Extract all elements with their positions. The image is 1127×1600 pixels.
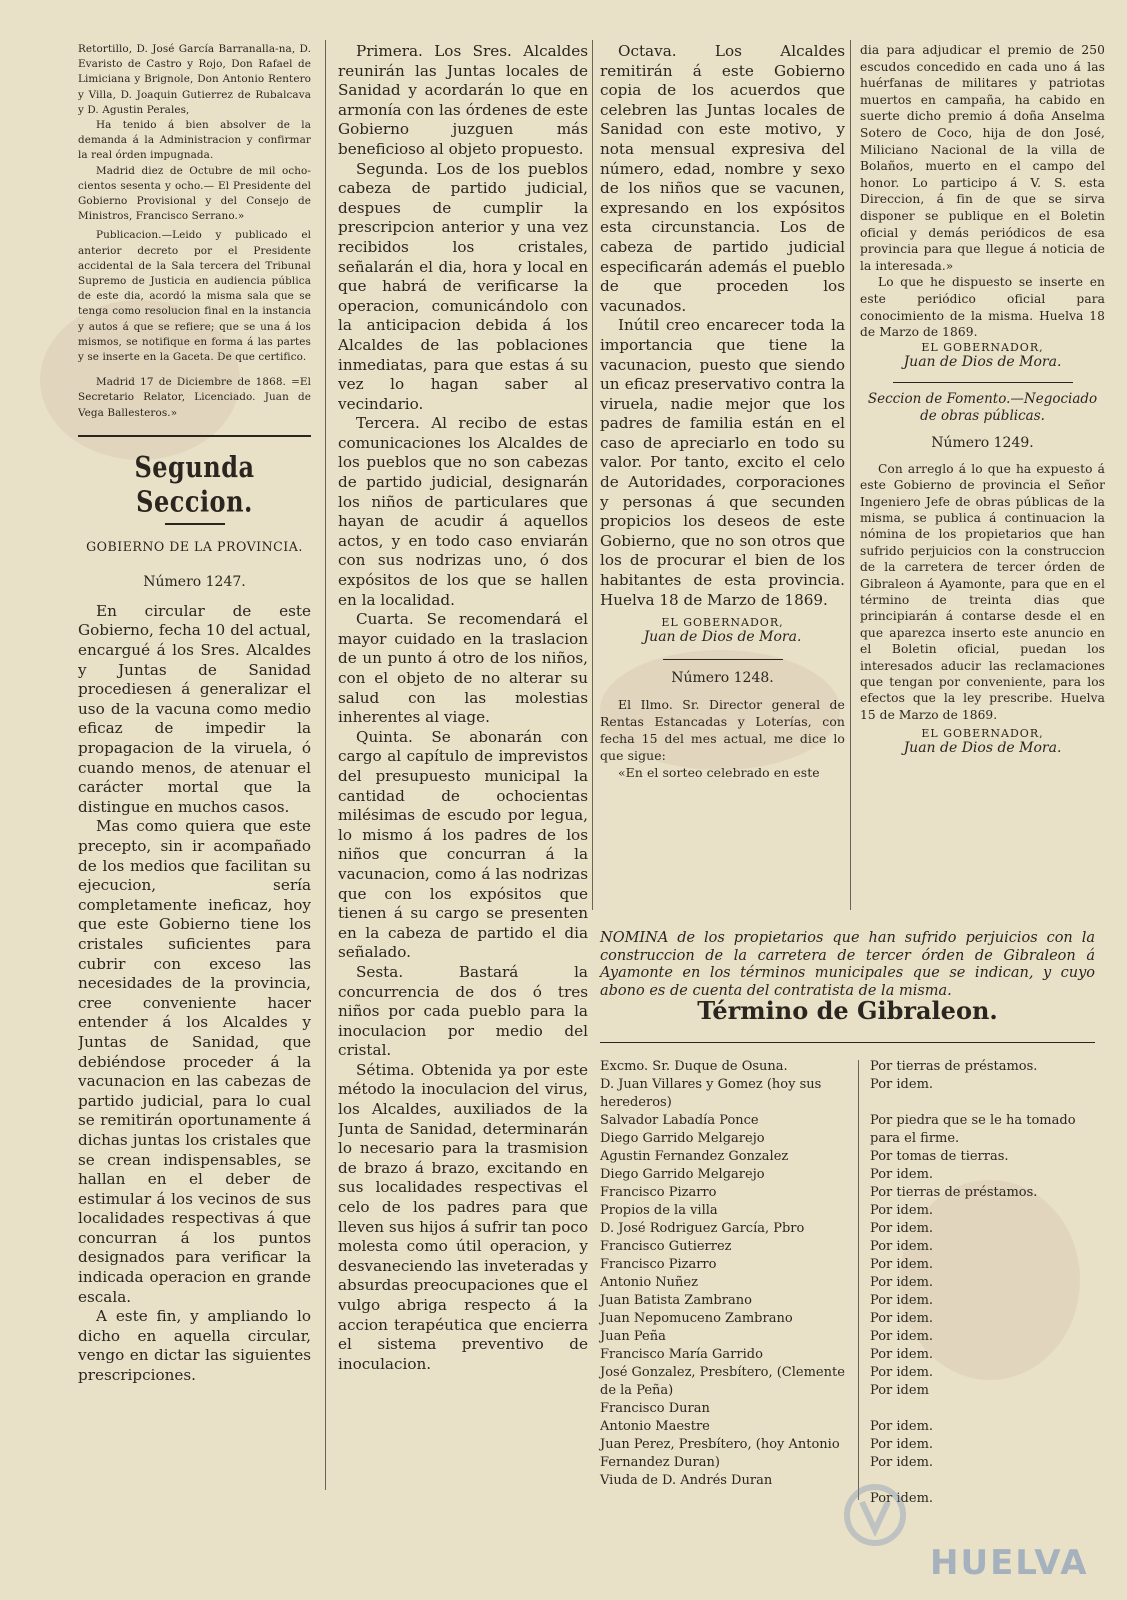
- lottery-start: «En el sorteo celebrado en este: [618, 765, 820, 781]
- governor-title: EL GOBERNADOR,: [661, 616, 784, 630]
- circular-body-3: A este fin, y ampliando lo dicho en aquella circular, vengo en dictar las siguientes prescripciones.: [78, 1307, 311, 1385]
- reason-text: Por idem.: [870, 1203, 934, 1218]
- reason-row: [870, 1238, 1100, 1256]
- column-rule: [858, 1060, 859, 1500]
- governor-name-2: Juan de Dios de Mora.: [903, 353, 1062, 370]
- short-divider: [663, 659, 783, 660]
- owner-row: [600, 1274, 855, 1292]
- reason-row: [870, 1076, 1100, 1112]
- lottery-continued: dia para adjudicar el premio de 250 escudos concedido en cada uno á las huérfanas de militares y patriotas muertos en campaña, ha cabido en suerte dicho premio á doña Anselma Sotero de Coco, hija de don José, Miliciano Nacional de la villa de Bolaños, muerto en el campo del honor. Lo participo á V. S. esta Direccion, á fin de que se sirva disponer se publique en el Boletin oficial y demás periódicos de esa provincia para que llegue á noticia de la interesada.»: [860, 43, 1105, 273]
- notice-number-1248: Número 1248.: [671, 670, 774, 687]
- reason-row: [870, 1382, 1100, 1418]
- owner-row: [600, 1112, 855, 1130]
- reason-text: Por idem.: [870, 1347, 934, 1362]
- reason-row: [870, 1274, 1100, 1292]
- reason-text: Por idem.: [870, 1455, 934, 1470]
- rule-octava: Octava. Los Alcaldes remitirán á este Gobierno copia de los acuerdos que celebren las Juntas locales de Sanidad con este motivo, y nota mensual expresiva del número, edad, nombre y sexo de los niños que se vacunen, expresando en los expósitos esta circunstancia. Los de cabeza de partido judicial especificarán además el pueblo de que proceden los vacunados.: [600, 42, 845, 315]
- owner-name: Salvador Labadía Ponce: [600, 1113, 759, 1128]
- column-2: [338, 42, 588, 1374]
- reason-text: Por idem.: [870, 1437, 934, 1452]
- reason-text: Por tierras de préstamos.: [870, 1185, 1038, 1200]
- reason-row: [870, 1220, 1100, 1238]
- owner-name: Juan Peña: [600, 1329, 666, 1344]
- owner-row: [600, 1058, 855, 1076]
- owner-name: Viuda de D. Andrés Duran: [600, 1473, 773, 1488]
- rule-cuarta: Cuarta. Se recomendará el mayor cuidado en la traslacion de un punto á otro de los niños, con el objeto de no alterar su salud con las molestias inherentes al viage.: [338, 610, 588, 727]
- reason-text: Por idem: [870, 1383, 929, 1398]
- reason-row: [870, 1166, 1100, 1184]
- circular-body: En circular de este Gobierno, fecha 10 del actual, encargué á los Sres. Alcaldes y Juntas de Sanidad procediesen á generalizar el uso de la vacuna como medio eficaz de impedir la propagacion de la viruela, ó cuando menos, de atenuar el carácter mortal que la distingue en muchos casos.: [78, 601, 311, 816]
- governor-name-3: Juan de Dios de Mora.: [903, 740, 1062, 757]
- owner-row: [600, 1202, 855, 1220]
- owner-name: Francisco Gutierrez: [600, 1239, 732, 1254]
- owner-row: [600, 1436, 855, 1472]
- owner-row: [600, 1184, 855, 1202]
- owner-row: [600, 1292, 855, 1310]
- column-1: [78, 42, 311, 1386]
- reason-text: Por idem.: [870, 1257, 934, 1272]
- reason-row: [870, 1418, 1100, 1436]
- reason-row: [870, 1310, 1100, 1328]
- owner-row: [600, 1130, 855, 1148]
- termino-heading: Término de Gibraleon.: [697, 996, 998, 1025]
- fomento-heading: Seccion de Fomento.—Negociado de obras públicas.: [867, 390, 1098, 424]
- owner-name: Juan Nepomuceno Zambrano: [600, 1311, 793, 1326]
- owner-row: [600, 1310, 855, 1328]
- section-divider: [78, 435, 311, 437]
- owner-name: Excmo. Sr. Duque de Osuna.: [600, 1059, 788, 1074]
- owner-name: Juan Batista Zambrano: [600, 1293, 752, 1308]
- insertion-note: Lo que he dispuesto se inserte en este periódico oficial para conocimiento de la misma. Huelva 18 de Marzo de 1869.: [860, 275, 1105, 340]
- circular-body-2: Mas como quiera que este precepto, sin ir acompañado de los medios que facilitan su ejecucion, sería completamente ineficaz, hoy que este Gobierno tiene los cristales suficientes para cubrir con exceso las necesidades de la provincia, cree conveniente hacer entender á los Alcaldes y Juntas de Sanidad, que debiéndose proceder á la vacunacion en las cabezas de partido judicial, para lo cual se remitirán oportunamente á dichas juntas los cristales que se crean indispensables, se hallan en el deber de estimular á los vecinos de sus localidades respectivas á que concurran á los puntos designados para verificar la indicada operacion en grande escala.: [78, 817, 311, 1306]
- owner-name: Francisco María Garrido: [600, 1347, 763, 1362]
- reason-text: Por idem.: [870, 1491, 934, 1506]
- publication-note: Publicacion.—Leido y publicado el anterior decreto por el Presidente accidental de la Sala tercera del Tribunal Supremo de Justicia en audiencia pública de este dia, acordó la misma sala que se tenga como resolucion final en la instancia y autos á que se refiere; que se una á los mismos, se notifique en forma á las partes y se inserte en la Gaceta. De que certifico.: [78, 229, 311, 364]
- reason-text: Por idem.: [870, 1167, 934, 1182]
- watermark-text: HUELVA: [930, 1543, 1089, 1583]
- owner-row: [600, 1256, 855, 1274]
- decree-tail: Retortillo, D. José García Barranalla-na, D. Evaristo de Castro y Rojo, Don Rafael de Limiciana y Brignole, Don Antonio Rentero y Villa, D. Joaquin Gutierrez de Rubalcava y D. Agustin Perales,: [78, 43, 311, 116]
- reason-text: Por idem.: [870, 1311, 934, 1326]
- owner-name: Agustin Fernandez Gonzalez: [600, 1149, 789, 1164]
- reasons-list: [870, 1058, 1100, 1508]
- owner-name: José Gonzalez, Presbítero, (Clemente de la Peña): [600, 1365, 845, 1398]
- reason-row: [870, 1292, 1100, 1310]
- rule-sesta: Sesta. Bastará la concurrencia de dos ó tres niños por cada pueblo para la inoculacion por medio del cristal.: [338, 962, 588, 1060]
- owner-name: Juan Perez, Presbítero, (hoy Antonio Fernandez Duran): [600, 1437, 840, 1470]
- owner-name: Diego Garrido Melgarejo: [600, 1167, 765, 1182]
- decree-ruling: Ha tenido á bien absolver de la demanda á la Administracion y confirmar la real órden impugnada.: [78, 119, 311, 162]
- reason-text: Por idem.: [870, 1365, 934, 1380]
- reason-row: [870, 1256, 1100, 1274]
- rule-quinta: Quinta. Se abonarán con cargo al capítulo de imprevistos del presupuesto municipal la cantidad de ochocientas milésimas de escudo por legua, lo mismo á los padres de los niños que concurran á la vacunacion, como á las nodrizas que con los expósitos que tienen á su cargo se presenten en la cabeza de partido el dia señalado.: [338, 727, 588, 962]
- owner-row: [600, 1328, 855, 1346]
- reason-row: [870, 1436, 1100, 1454]
- owner-name: D. José Rodriguez García, Pbro: [600, 1221, 805, 1236]
- decree-date: Madrid diez de Octubre de mil ocho-cientos sesenta y ocho.— El Presidente del Gobierno Provisional y del Consejo de Ministros, Francisco Serrano.»: [78, 164, 311, 223]
- reason-row: [870, 1112, 1100, 1148]
- owner-row: [600, 1472, 855, 1490]
- short-divider-2: [893, 382, 1073, 383]
- rule-setima: Sétima. Obtenida ya por este método la inoculacion del virus, los Alcaldes, auxiliados de la Junta de Sanidad, determinarán lo necesario para la trasmision de brazo á brazo, excitando en sus localidades respectivas el celo de los padres para que lleven sus hijos á sufrir tan poco molesta como útil operacion, y desvaneciendo las inveteradas y absurdas preocupaciones que el vulgo abriga respecto á la accion terapéutica que encierra el sistema preventivo de inoculacion.: [338, 1060, 588, 1373]
- reason-row: [870, 1148, 1100, 1166]
- owners-list: [600, 1058, 855, 1490]
- owner-row: [600, 1076, 855, 1112]
- reason-text: Por piedra que se le ha tomado para el firme.: [870, 1113, 1076, 1146]
- owner-name: Francisco Pizarro: [600, 1185, 717, 1200]
- section-title: Segunda Seccion.: [134, 449, 255, 519]
- column-rule: [850, 40, 851, 910]
- rule-primera: Primera. Los Sres. Alcaldes reunirán las Juntas locales de Sanidad y acordarán lo que en armonía con las órdenes de este Gobierno juzguen más beneficioso al objeto propuesto.: [338, 42, 588, 158]
- rule-tercera: Tercera. Al recibo de estas comunicaciones los Alcaldes de los pueblos que no son cabezas de partido judicial, designarán los niños de particulares que hayan de acudir á aquellos actos, y en todo caso enviarán con sus nodrizas uno, ó dos expósitos de los que se hallen en la localidad.: [338, 414, 588, 609]
- road-notice: Con arreglo á lo que ha expuesto á este Gobierno de provincia el Señor Ingeniero Jefe de obras públicas de la misma, se publica á continuacion la nómina de los propietarios que han sufrido perjuicios con la construccion de la carretera de tercer órden de Gibraleon á Ayamonte, para que en el término de treinta dias que principiarán á contarse desde el en que aparezca inserto este anuncio en el Boletin oficial, puedan los interesados aducir las reclamaciones que tengan por conveniente, para los efectos que la ley prescribe. Huelva 15 de Marzo de 1869.: [860, 461, 1105, 722]
- reason-text: Por tomas de tierras.: [870, 1149, 1009, 1164]
- reason-text: Por tierras de préstamos.: [870, 1059, 1038, 1074]
- governor-title-3: EL GOBERNADOR,: [921, 727, 1044, 741]
- reason-row: [870, 1346, 1100, 1364]
- rule-segunda: Segunda. Los de los pueblos cabeza de partido judicial, despues de cumplir la prescripcion anterior y una vez recibidos los cristales, señalarán el dia, hora y local en que habrá de verificarse la operacion, comunicándolo con la anticipacion debida á los Alcaldes de las poblaciones inmediatas, para que estas á su vez lo hagan saber al vecindario.: [338, 159, 588, 413]
- reason-row: [870, 1184, 1100, 1202]
- gobierno-heading: GOBIERNO DE LA PROVINCIA.: [86, 538, 303, 554]
- reason-text: Por idem.: [870, 1293, 934, 1308]
- owner-name: Francisco Duran: [600, 1401, 710, 1416]
- owner-name: D. Juan Villares y Gomez (hoy sus herederos): [600, 1077, 822, 1110]
- reason-row: [870, 1202, 1100, 1220]
- owner-name: Propios de la villa: [600, 1203, 718, 1218]
- governor-title-2: EL GOBERNADOR,: [921, 340, 1044, 354]
- owner-row: [600, 1148, 855, 1166]
- owner-row: [600, 1220, 855, 1238]
- reason-text: Por idem.: [870, 1329, 934, 1344]
- reason-text: Por idem.: [870, 1419, 934, 1434]
- reason-row: [870, 1364, 1100, 1382]
- column-4: [860, 42, 1105, 922]
- reason-text: Por idem.: [870, 1239, 934, 1254]
- owner-row: [600, 1364, 855, 1400]
- owner-row: [600, 1166, 855, 1184]
- owner-name: Antonio Maestre: [600, 1419, 710, 1434]
- owner-row: [600, 1238, 855, 1256]
- notice-number-1249: Número 1249.: [931, 434, 1034, 451]
- column-rule: [325, 40, 326, 1490]
- certification: Madrid 17 de Diciembre de 1868. =El Secretario Relator, Licenciado. Juan de Vega Ballesteros.»: [78, 376, 311, 419]
- closing-paragraph: Inútil creo encarecer toda la importancia que tiene la vacunacion, puesto que siendo un eficaz preservativo contra la viruela, nadie mejor que los padres de familia están en el caso de apreciarlo en todo su valor. Por tanto, excito el celo de Autoridades, corporaciones y personas á que secunden propicios los deseos de este Gobierno, que no son otros que los de procurar el bien de los habitantes de esta provincia. Huelva 18 de Marzo de 1869.: [600, 316, 845, 609]
- owner-row: [600, 1400, 855, 1418]
- reason-text: Por idem.: [870, 1275, 934, 1290]
- ornament-dash: [165, 523, 225, 525]
- column-rule: [592, 40, 593, 910]
- reason-row: [870, 1328, 1100, 1346]
- governor-name: Juan de Dios de Mora.: [643, 629, 802, 646]
- owner-name: Antonio Nuñez: [600, 1275, 698, 1290]
- director-intro: El Ilmo. Sr. Director general de Rentas Estancadas y Loterías, con fecha 15 del mes actual, me dice lo que sigue:: [600, 697, 845, 764]
- table-top-rule: [600, 1042, 1095, 1043]
- owner-row: [600, 1418, 855, 1436]
- notice-number: Número 1247.: [143, 573, 246, 590]
- owner-name: Francisco Pizarro: [600, 1257, 717, 1272]
- reason-text: Por idem.: [870, 1221, 934, 1236]
- reason-row: [870, 1058, 1100, 1076]
- owner-row: [600, 1346, 855, 1364]
- column-3: [600, 42, 845, 922]
- reason-text: Por idem.: [870, 1077, 934, 1092]
- owner-name: Diego Garrido Melgarejo: [600, 1131, 765, 1146]
- nomina-heading: NOMINA de los propietarios que han sufrido perjuicios con la construccion de la carretera de tercer órden de Gibraleon á Ayamonte en los términos municipales que se indican, y cuyo abono es de cuenta del contratista de la misma.: [600, 930, 1095, 999]
